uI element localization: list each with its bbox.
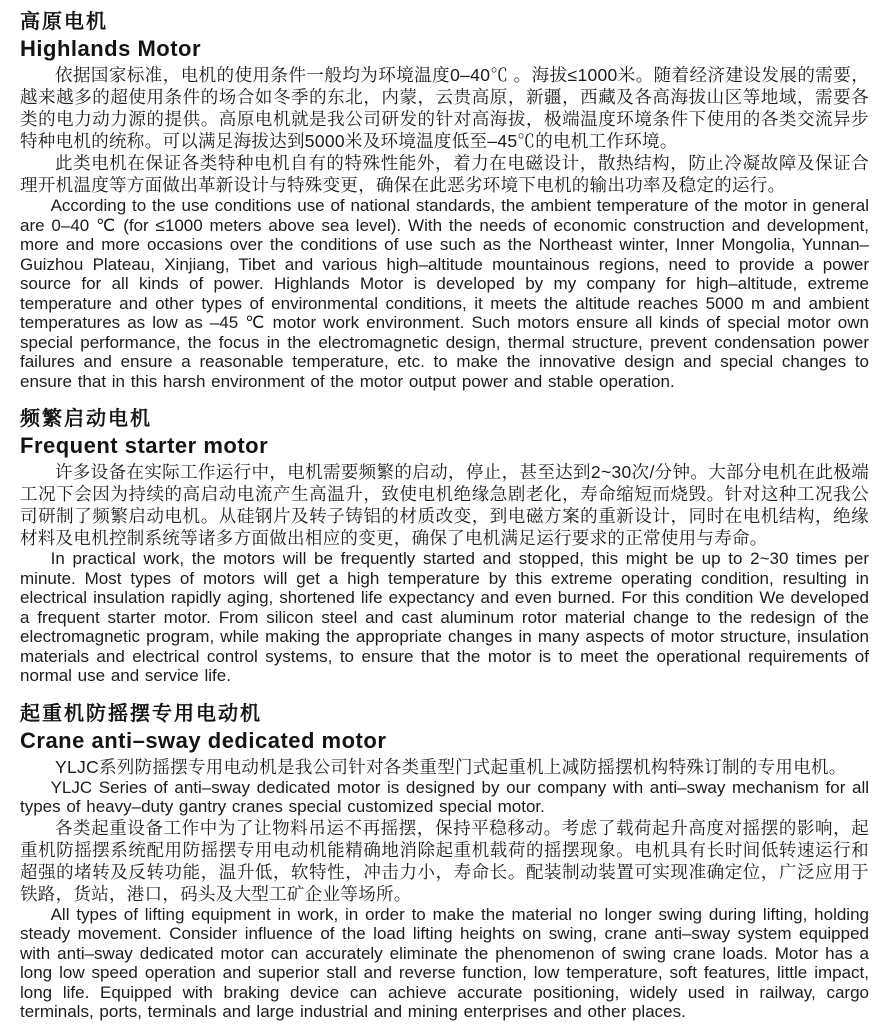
motor-section bbox=[20, 700, 869, 1022]
body-paragraph-en: All types of lifting equipment in work, in order to make the material no longer swing during lifting, holding steady movement. Consider influence of the load lifting heights on swing, crane anti–sway system equipped with anti–sway dedicated motor can accurately eliminate the phenomenon of swing crane loads. Motor has a long low speed operation and superior stall and reverse function, low temperature, soft features, little impact, long life. Equipped with braking device can achieve accurate positioning, widely used in railway, cargo terminals, ports, terminals and large industrial and mining enterprises and other places. bbox=[20, 904, 869, 1021]
body-paragraph-en: In practical work, the motors will be frequently started and stopped, this might be up to 2~30 times per minute. Most types of motors will get a high temperature by this extreme operating condition, resulting in electrical insulation rapidly aging, shortened life expectancy and even burned. For this condition We developed a frequent starter motor. From silicon steel and cast aluminum rotor material change to the redesign of the electromagnetic program, while making the appropriate changes in many aspects of motor structure, insulation materials and electrical control systems, to ensure that the motor is to meet the operational requirements of normal use and service life. bbox=[20, 549, 869, 685]
section-heading-zh: 频繁启动电机 bbox=[20, 408, 152, 430]
section-heading-zh: 起重机防摇摆专用电动机 bbox=[20, 702, 262, 725]
motor-section bbox=[20, 8, 869, 391]
section-heading-en: Crane anti–sway dedicated motor bbox=[20, 727, 387, 753]
body-paragraph-zh: 此类电机在保证各类特种电机自有的特殊性能外，着力在电磁设计，散热结构，防止冷凝故障及保证合理开机温度等方面做出革新设计与特殊变更，确保在此恶劣环境下电机的输出功率及稳定的运行。 bbox=[20, 153, 869, 195]
body-paragraph-en: According to the use conditions use of national standards, the ambient temperature of the motor in general are 0–40 ℃ (for ≤1000 meters above sea level). With the needs of economic construction and development, more and more occasions over the conditions of use such as the Northeast winter, Inner Mongolia, Yunnan–Guizhou Plateau, Xinjiang, Tibet and various high–altitude mountainous regions, need to provide a power source for all kinds of power. Highlands Motor is developed by my company for high–altitude, extreme temperature and other types of environmental conditions, it meets the altitude reaches 5000 m and ambient temperatures as low as –45 ℃ motor work environment. Such motors ensure all kinds of special motor own special performance, the focus in the electromagnetic design, thermal structure, prevent condensation power failures and ensure a reasonable temperature, etc. to make the innovative design and special changes to ensure that in this harsh environment of the motor output power and stable operation. bbox=[20, 196, 869, 391]
body-paragraph-zh: 各类起重设备工作中为了让物料吊运不再摇摆，保持平稳移动。考虑了载荷起升高度对摇摆的影响，起重机防摇摆系统配用防摇摆专用电动机能精确地消除起重机载荷的摇摆现象。电机具有长时间低转速运行和超强的堵转及反转功能，温升低，软特性，冲击力小，寿命长。配装制动装置可实现准确定位，广泛应用于铁路，货站，港口，码头及大型工矿企业等场所。 bbox=[20, 817, 869, 904]
body-paragraph-en: YLJC Series of anti–sway dedicated motor is designed by our company with anti–sway mechanism for all types of heavy–duty gantry cranes special customized special motor. bbox=[20, 777, 869, 816]
body-paragraph-zh: YLJC系列防摇摆专用电动机是我公司针对各类重型门式起重机上减防摇摆机构特殊订制的专用电机。 bbox=[55, 756, 847, 777]
section-heading-en: Highlands Motor bbox=[20, 36, 202, 61]
body-paragraph-zh: 依据国家标准，电机的使用条件一般均为环境温度0–40℃ 。海拔≤1000米。随着经济建设发展的需要，越来越多的超使用条件的场合如冬季的东北，内蒙，云贵高原，新疆，西藏及各高海拔山区等地域，需要各类的电力动力源的提供。高原电机就是我公司研发的针对高海拔，极端温度环境条件下使用的各类交流异步特种电机的统称。可以满足海拔达到5000米及环境温度低至–45℃的电机工作环境。 bbox=[20, 65, 869, 151]
section-heading-en: Frequent starter motor bbox=[20, 433, 269, 458]
section-heading-zh: 高原电机 bbox=[20, 11, 108, 33]
body-paragraph-zh: 许多设备在实际工作运行中，电机需要频繁的启动，停止，甚至达到2~30次/分钟。大部分电机在此极端工况下会因为持续的高启动电流产生高温升，致使电机绝缘急剧老化，寿命缩短而烧毁。针对这种工况我公司研制了频繁启动电机。从硅钢片及转子铸铝的材质改变，到电磁方案的重新设计，同时在电机结构，绝缘材料及电机控制系统等诸多方面做出相应的变更，确保了电机满足运行要求的正常使用与寿命。 bbox=[20, 462, 869, 548]
motor-section bbox=[20, 405, 869, 686]
